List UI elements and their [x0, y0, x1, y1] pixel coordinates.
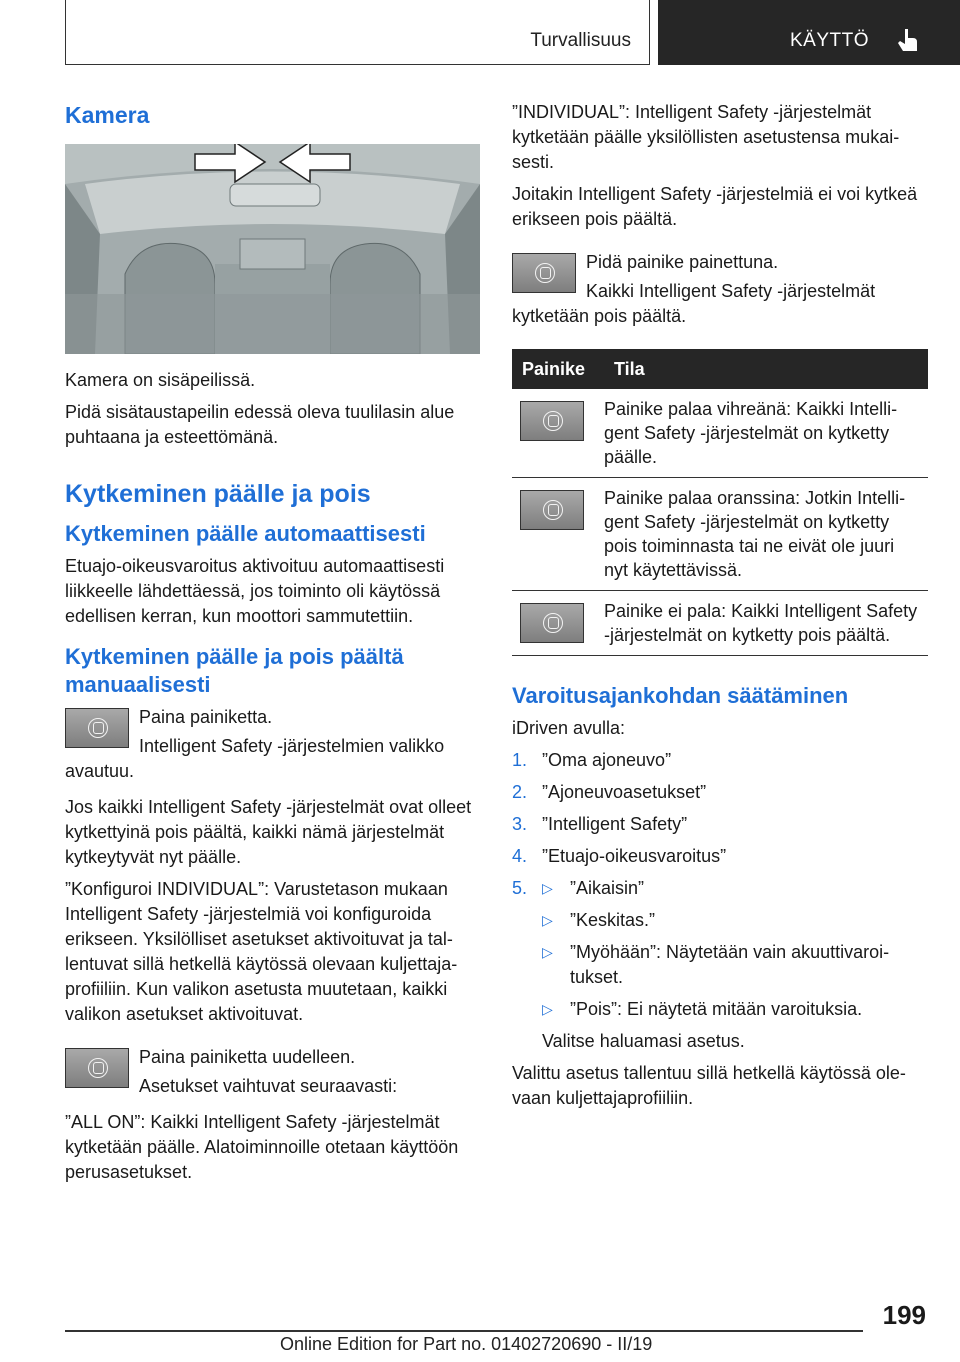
right-column [512, 100, 928, 1118]
header-section-box [65, 0, 650, 65]
triangle-bullet-icon: ▷ [542, 912, 553, 928]
camera-text: Pidä sisätaustapeilin edessä oleva tuulilasin alue puhtaana ja esteettömänä. [65, 402, 455, 447]
header-chapter-title: KÄYTTÖ [790, 30, 870, 51]
table-header-row [512, 349, 928, 389]
some-cannot-text: Joitakin Intelligent Safety -järjestelmiä ei voi kytkeä erikseen pois päältä. [512, 184, 918, 229]
step-number: 1. [512, 750, 528, 770]
auto-text: Etuajo-oikeusvaroitus aktivoituu automaattisesti liikkeelle lähdettäessä, jos toiminto oli käytössä edellisen kerran, kun moottori sammutettiin. [65, 556, 445, 626]
table-cell-state: Painike palaa vihreänä: Kaikki Intelligent Safety -järjestelmät on kytketty päälle. [604, 389, 928, 478]
list-item [512, 844, 928, 869]
intelligent-safety-button-image [520, 490, 584, 530]
triangle-bullet-icon: ▷ [542, 1001, 553, 1017]
intelligent-safety-button-image [512, 253, 576, 293]
footer-edition: Online Edition for Part no. 01402720690 - II/19 [280, 1334, 653, 1354]
intelligent-safety-button-image [520, 603, 584, 643]
step-number: 3. [512, 814, 528, 834]
table-header-state: Tila [604, 349, 928, 389]
list-item: ▷ ”Keskitas.” [542, 908, 928, 933]
hold-button-text: Pidä painike painettuna. [586, 252, 779, 272]
auto-heading: Kytkeminen päälle automaattisesti [65, 521, 426, 546]
safety-icon [88, 718, 108, 738]
step-text: ”Intelligent Safety” [542, 814, 688, 834]
list-item: ▷ ”Myöhään”: Näytetään vain akuuttivaroitukset. [542, 942, 890, 987]
step-text: ”Etuajo-oikeusvaroitus” [542, 846, 727, 866]
table-header-button: Painike [512, 349, 604, 389]
button-state-table [512, 349, 928, 656]
safety-icon [88, 1058, 108, 1078]
safety-icon [543, 411, 563, 431]
press-button-block [65, 705, 480, 788]
press-button-text: Paina painiketta. [139, 707, 273, 727]
header-chapter-tab [658, 0, 960, 65]
intelligent-safety-button-image [520, 401, 584, 441]
table-row [512, 389, 928, 478]
table-row [512, 591, 928, 656]
left-column [65, 100, 480, 1192]
camera-heading: Kamera [65, 102, 150, 128]
all-off-text: Jos kaikki Intelligent Safety -järjestelmät ovat olleet kytkettyinä pois päältä, kaikki nämä järjestelmät kytkeytyvät nyt päälle. [65, 797, 472, 867]
table-cell-state: Painike ei pala: Kaikki Intelligent Safety -järjestelmät on kytketty pois päältä. [604, 591, 928, 656]
pointing-hand-icon [894, 27, 920, 53]
safety-icon [543, 500, 563, 520]
camera-figure [65, 144, 480, 354]
list-item: ▷ ”Pois”: Ei näytetä mitään varoituksia. [542, 997, 928, 1022]
step-text: ”Oma ajoneuvo” [542, 750, 672, 770]
table-row [512, 478, 928, 591]
via-idrive-text: iDriven avulla: [512, 718, 626, 738]
list-item [512, 876, 928, 1022]
steps-list [512, 748, 928, 1022]
table-cell-state: Painike palaa oranssina: Jotkin Intelligent Safety -järjestelmät on kytketty pois toiminnasta tai ne eivät ole juuri nyt käytettävissä. [604, 478, 928, 591]
warning-time-heading: Varoitusajankohdan säätäminen [512, 683, 849, 708]
all-switched-off-text: Kaikki Intelligent Safety -järjestelmät kytketään pois päältä. [512, 281, 876, 326]
configure-text: ”Konfiguroi INDIVIDUAL”: Varustetason mukaan Intelligent Safety -järjestelmiä voi konfiguroida erikseen. Yksilölliset asetukset aktivoituvat ja tallentuvat sillä hetkellä käytössä olevaan kuljettajaprofiiliin. Kun valikon asetusta muutetaan, kaikki valikon asetukset aktivoituvat. [65, 879, 458, 1024]
car-interior-illustration [65, 144, 480, 354]
list-item [512, 812, 928, 837]
step-number: 5. [512, 878, 528, 898]
list-item [512, 780, 928, 805]
list-item: ▷ ”Aikaisin” [542, 876, 928, 901]
intelligent-safety-button-image [65, 1048, 129, 1088]
switching-heading: Kytkeminen päälle ja pois [65, 480, 371, 508]
saved-text: Valittu asetus tallentuu sillä hetkellä käytössä olevaan kuljettajaprofiiliin. [512, 1063, 906, 1108]
triangle-bullet-icon: ▷ [542, 880, 553, 896]
press-again-block [65, 1045, 480, 1103]
hold-button-block [512, 250, 928, 333]
step-text: ”Ajoneuvoasetukset” [542, 782, 707, 802]
intelligent-safety-button-image [65, 708, 129, 748]
select-setting-text: Valitse haluamasi asetus. [542, 1031, 745, 1051]
press-again-text: Paina painiketta uudelleen. [139, 1047, 356, 1067]
safety-icon [535, 263, 555, 283]
option-list [542, 876, 928, 1022]
individual-text: ”INDIVIDUAL”: Intelligent Safety -järjestelmät kytketään päälle yksilöllisten asetustensa mukaisesti. [512, 102, 900, 172]
footer-divider [65, 1330, 863, 1332]
step-number: 2. [512, 782, 528, 802]
camera-caption: Kamera on sisäpeilissä. [65, 370, 256, 390]
manual-heading: Kytkeminen päälle ja pois päältä manuaalisesti [65, 644, 404, 697]
step-number: 4. [512, 846, 528, 866]
menu-opens-text: Intelligent Safety -järjestelmien valikko avautuu. [65, 736, 445, 781]
all-on-text: ”ALL ON”: Kaikki Intelligent Safety -järjestelmät kytketään päälle. Alatoiminnoille otetaan käyttöön perusasetukset. [65, 1112, 459, 1182]
settings-change-text: Asetukset vaihtuvat seuraavasti: [139, 1076, 398, 1096]
safety-icon [543, 613, 563, 633]
list-item [512, 748, 928, 773]
page-number: 199 [882, 1300, 926, 1330]
header-section-title: Turvallisuus [530, 30, 631, 51]
triangle-bullet-icon: ▷ [542, 944, 553, 960]
